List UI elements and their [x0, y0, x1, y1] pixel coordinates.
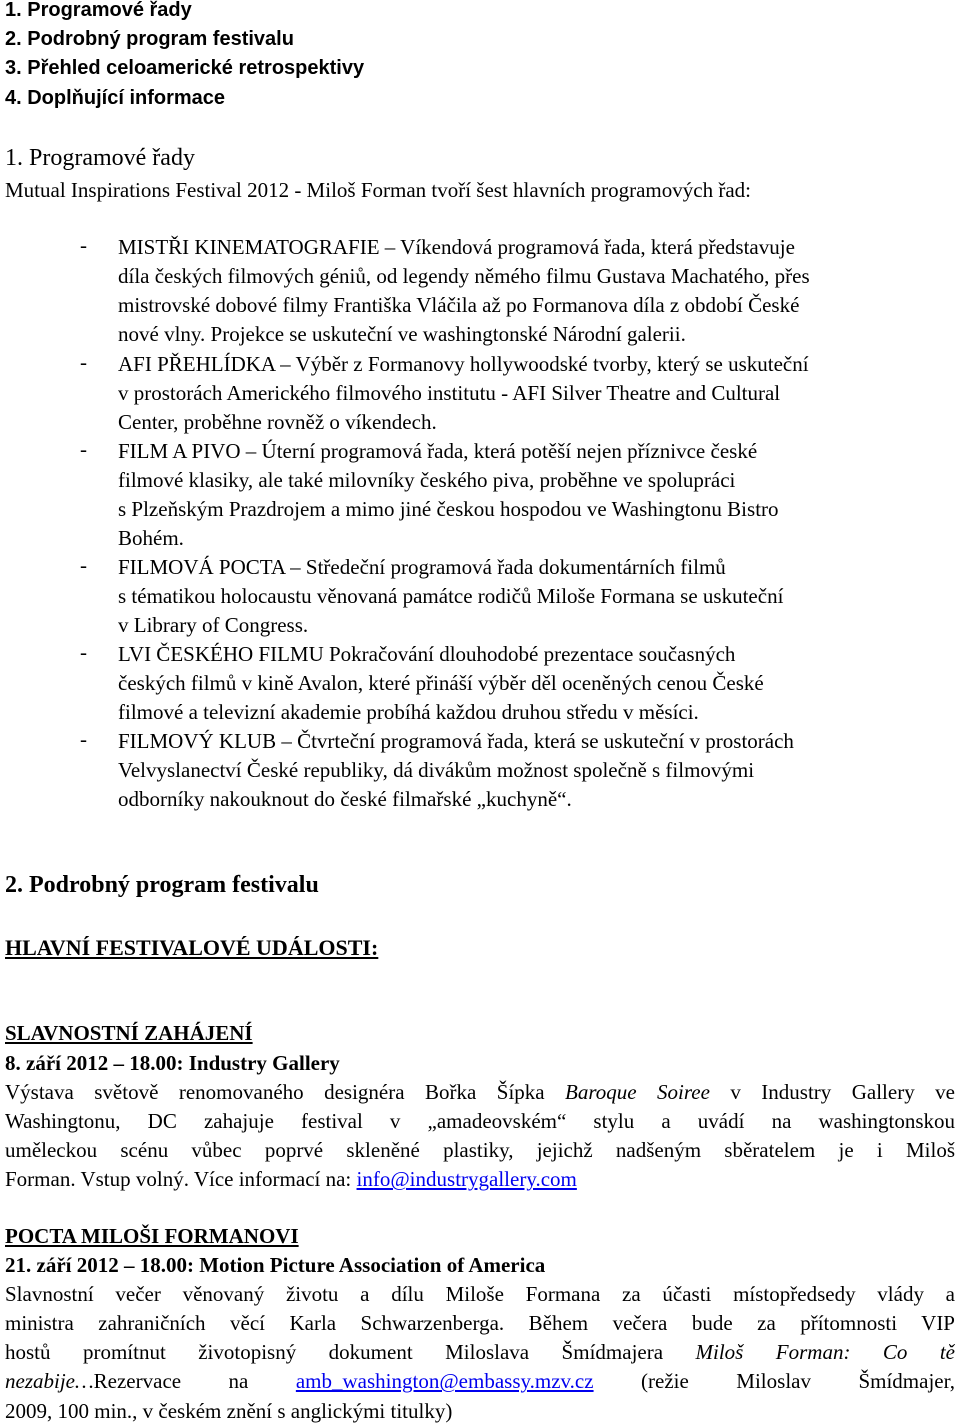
text-span: Výstava světově renomovaného designéra Bořka Šípka: [5, 1080, 566, 1104]
text-line: filmové klasiky, ale také milovníky českého piva, proběhne ve spolupráci: [118, 468, 736, 493]
text-line: FILM A PIVO – Úterní programová řada, která potěší nejen příznivce české: [118, 439, 758, 463]
text-line: ministra zahraničních věcí Karla Schwarzenberga. Během večera bude za přítomnosti VIP: [5, 1311, 955, 1336]
section-1-intro: Mutual Inspirations Festival 2012 - Miloš Forman tvoří šest hlavních programových řad:: [5, 178, 751, 202]
text-line: v prostorách Amerického filmového institutu - AFI Silver Theatre and Cultural: [118, 381, 781, 406]
list-bullet: -: [80, 350, 87, 374]
program-series-text: [118, 727, 958, 814]
film-title: nezabije…: [5, 1369, 94, 1394]
text-line: nové vlny. Projekce se uskuteční ve washingtonské Národní galerii.: [118, 322, 686, 347]
event-2-description: [5, 1280, 955, 1426]
text-line: [5, 1078, 955, 1107]
event-1-date: 8. září 2012 – 18.00: Industry Gallery: [5, 1051, 340, 1075]
text-line: FILMOVÝ KLUB – Čtvrteční programová řada, která se uskuteční v prostorách: [118, 729, 794, 753]
text-line: [5, 1338, 955, 1367]
email-link-industry-gallery[interactable]: info@industrygallery.com: [356, 1167, 577, 1192]
text-span: (režie Miloslav Šmídmajer,: [593, 1369, 956, 1394]
list-bullet: -: [80, 727, 87, 751]
event-2-date: 21. září 2012 – 18.00: Motion Picture Association of America: [5, 1253, 546, 1277]
event-2-title: POCTA MILOŠI FORMANOVI: [5, 1224, 299, 1248]
text-line: Slavnostní večer věnovaný životu a dílu Miloše Formana za účasti místopředsedy vlády a: [5, 1282, 955, 1306]
text-line: FILMOVÁ POCTA – Středeční programová řada dokumentárních filmů: [118, 555, 726, 579]
text-line: díla českých filmových géniů, od legendy němého filmu Gustava Machatého, přes: [118, 264, 810, 289]
table-of-contents: [5, 0, 364, 113]
event-1-description: [5, 1078, 955, 1195]
email-link-embassy[interactable]: amb_washington@embassy.mzv.cz: [295, 1369, 594, 1394]
text-line: Washingtonu, DC zahajuje festival v „amadeovském“ stylu a uvádí na washingtonskou: [5, 1109, 955, 1134]
program-series-text: [118, 437, 958, 554]
list-bullet: -: [80, 640, 87, 664]
event-1-title: SLAVNOSTNÍ ZAHÁJENÍ: [5, 1021, 253, 1045]
toc-item: 3. Přehled celoamerické retrospektivy: [5, 57, 365, 80]
list-bullet: -: [80, 437, 87, 461]
artwork-title: Baroque Soiree: [565, 1080, 710, 1104]
text-span: Rezervace na: [93, 1369, 296, 1394]
text-line: MISTŘI KINEMATOGRAFIE – Víkendová programová řada, která představuje: [118, 235, 795, 259]
main-events-heading: HLAVNÍ FESTIVALOVÉ UDÁLOSTI:: [5, 935, 379, 960]
text-line: Bohém.: [118, 526, 184, 551]
text-line: LVI ČESKÉHO FILMU Pokračování dlouhodobé prezentace současných: [118, 642, 736, 666]
text-line: v Library of Congress.: [118, 613, 309, 638]
text-line: odborníky nakouknout do české filmařské „kuchyně“.: [118, 787, 572, 812]
program-series-text: [118, 640, 958, 727]
list-bullet: -: [80, 233, 87, 257]
section-2-title: 2. Podrobný program festivalu: [5, 872, 319, 898]
text-line: s Plzeňským Prazdrojem a mimo jiné českou hospodou ve Washingtonu Bistro: [118, 497, 779, 522]
text-line: mistrovské dobové filmy Františka Vláčila až po Formanova díla z období České: [118, 293, 800, 318]
toc-item: 4. Doplňující informace: [5, 86, 226, 109]
program-series-text: [118, 350, 958, 437]
text-line: Center, proběhne rovněž o víkendech.: [118, 410, 437, 435]
text-span: v Industry Gallery ve: [709, 1080, 955, 1104]
text-line: filmové a televizní akademie probíhá každou druhou středu v měsíci.: [118, 700, 699, 725]
text-line: [5, 1165, 955, 1194]
toc-item: 1. Programové řady: [5, 0, 192, 21]
text-line: uměleckou scénu vůbec poprvé skleněné plastiky, jejichž nadšeným sběratelem je i Miloš: [5, 1138, 955, 1163]
program-series-text: [118, 233, 958, 350]
program-series-text: [118, 553, 958, 640]
text-line: Velvyslanectví České republiky, dá divákům možnost společně s filmovými: [118, 758, 755, 783]
text-line: [5, 1367, 955, 1396]
text-line: 2009, 100 min., v českém znění s anglickými titulky): [5, 1398, 453, 1423]
toc-item: 2. Podrobný program festivalu: [5, 28, 294, 51]
list-bullet: -: [80, 553, 87, 577]
section-1-title: 1. Programové řady: [5, 145, 195, 171]
text-span: Forman. Vstup volný. Více informací na:: [5, 1167, 357, 1192]
film-title: Miloš Forman: Co tě: [695, 1340, 956, 1365]
text-line: českých filmů v kině Avalon, které přináší výběr děl oceněných cenou České: [118, 671, 764, 696]
text-span: hostů promítnut životopisný dokument Miloslava Šmídmajera: [5, 1340, 696, 1365]
text-line: s tématikou holocaustu věnovaná památce rodičů Miloše Formana se uskuteční: [118, 584, 784, 609]
text-line: AFI PŘEHLÍDKA – Výběr z Formanovy hollywoodské tvorby, který se uskuteční: [118, 352, 809, 376]
